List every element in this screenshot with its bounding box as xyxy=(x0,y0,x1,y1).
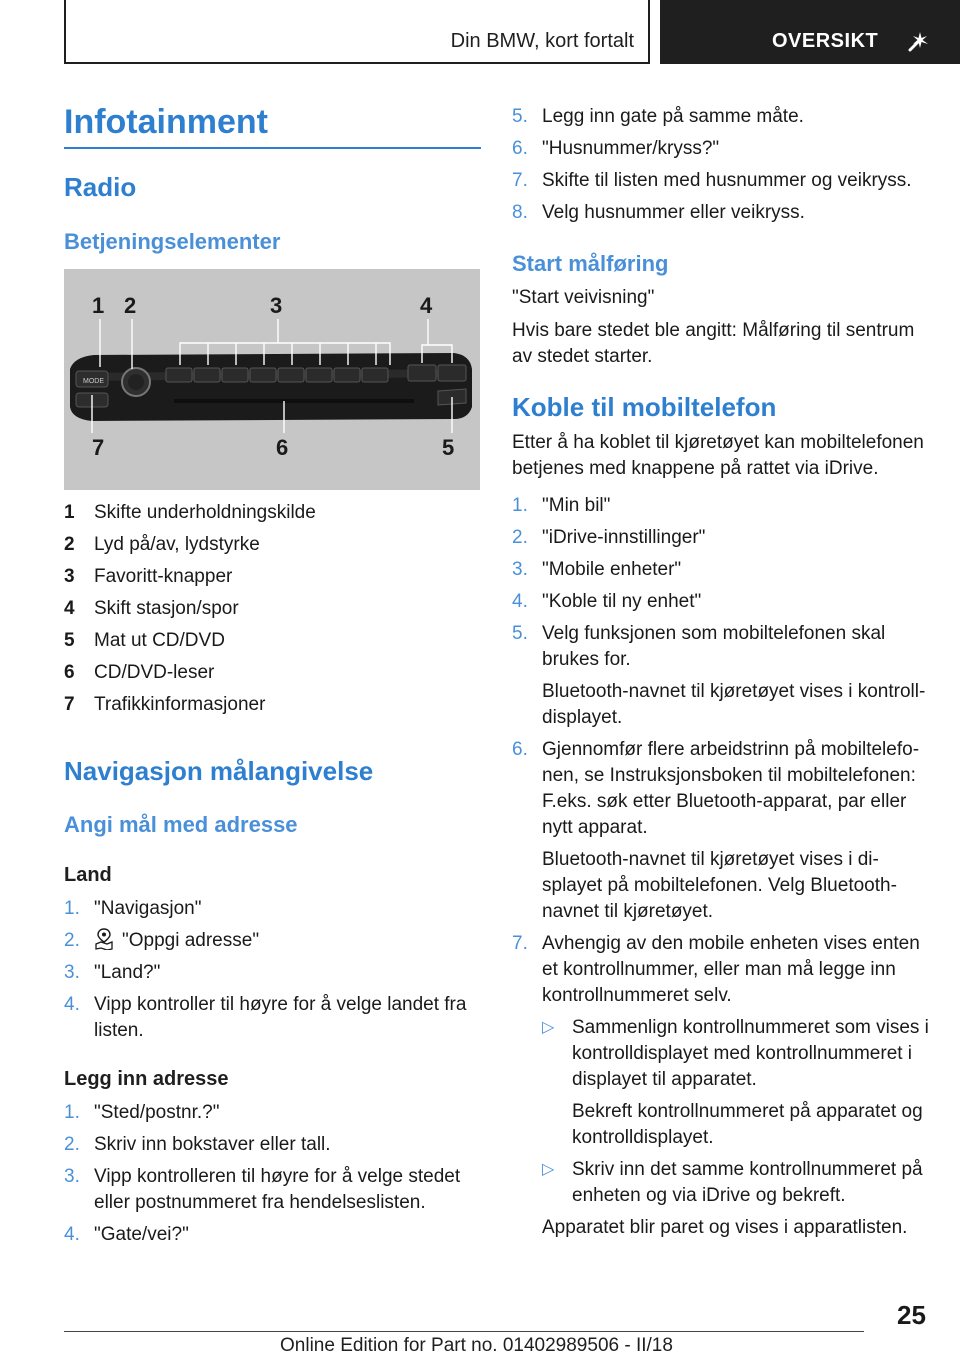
legend-text: Skifte underholdningskilde xyxy=(94,502,316,523)
legend-item xyxy=(64,598,480,630)
step-text: "Husnummer/kryss?" xyxy=(542,138,720,159)
radio-control-panel-image xyxy=(64,269,480,490)
legend-number: 3 xyxy=(64,566,75,587)
list-item xyxy=(512,557,932,583)
legend-text: Trafikkinformasjoner xyxy=(94,694,266,715)
legend-number: 1 xyxy=(64,502,75,523)
closing-note: Apparatet blir paret og vises i apparatlisten. xyxy=(542,1217,908,1238)
step-text: "Oppgi adresse" xyxy=(122,930,260,951)
step-text: Legg inn gate på samme måte. xyxy=(542,106,804,127)
legend-number: 5 xyxy=(64,630,75,651)
step-number: 4. xyxy=(64,1224,80,1245)
svg-text:MODE: MODE xyxy=(83,378,104,385)
overview-tab[interactable] xyxy=(660,0,960,64)
legend-item xyxy=(64,694,480,726)
triangle-bullet-icon: ▷ xyxy=(542,1161,555,1178)
step-number: 3. xyxy=(64,1166,80,1187)
sub-item xyxy=(542,1157,932,1209)
photo-label-5: 5 xyxy=(442,435,455,460)
title-rule xyxy=(64,147,481,149)
photo-label-7: 7 xyxy=(92,435,105,460)
step-text: "Koble til ny enhet" xyxy=(542,591,702,612)
step-text: "Min bil" xyxy=(542,495,611,516)
step-number: 1. xyxy=(64,1102,80,1123)
phone-steps xyxy=(512,493,932,1241)
list-item xyxy=(64,1100,484,1126)
photo-label-3: 3 xyxy=(270,293,283,318)
legend-item xyxy=(64,630,480,662)
step-text: "Sted/postnr.?" xyxy=(94,1102,220,1123)
step-note: Bluetooth-navnet til kjøretøyet vises i displayet på mobiltelefonen. Velg Bluetooth-navnet til kjøretøyet. xyxy=(542,849,897,922)
step-text: "Mobile enheter" xyxy=(542,559,682,580)
photo-label-4: 4 xyxy=(420,293,433,318)
photo-label-2: 2 xyxy=(124,293,137,318)
list-item xyxy=(512,136,928,162)
step-number: 6. xyxy=(512,138,528,159)
page-title: Infotainment xyxy=(64,103,268,141)
overview-tab-label: OVERSIKT xyxy=(772,30,879,52)
step-number: 5. xyxy=(512,623,528,644)
sub-note: Bekreft kontrollnummeret på apparatet og kontrolldisplayet. xyxy=(572,1101,923,1148)
navigation-heading: Navigasjon målangivelse xyxy=(64,756,374,786)
step-number: 3. xyxy=(512,559,528,580)
legend-number: 7 xyxy=(64,694,75,715)
step-number: 6. xyxy=(512,739,528,760)
list-item xyxy=(512,589,932,615)
list-item xyxy=(64,1164,484,1216)
footer-rule xyxy=(64,1331,864,1332)
legend-text: Lyd på/av, lydstyrke xyxy=(94,534,260,555)
step-text: Skriv inn bokstaver eller tall. xyxy=(94,1134,331,1155)
address-steps-continued xyxy=(512,104,928,232)
list-item xyxy=(64,960,484,986)
photo-label-1: 1 xyxy=(92,293,105,318)
step-number: 3. xyxy=(64,962,80,983)
list-item xyxy=(64,992,484,1044)
sub-text: Sammenlign kontrollnummeret som vises i kontrolldisplayet med kontrollnummeret i displayet til apparatet. xyxy=(572,1017,929,1090)
step-number: 2. xyxy=(64,930,80,951)
legend-number: 2 xyxy=(64,534,75,555)
step-number: 4. xyxy=(64,994,80,1015)
legend-text: CD/DVD-leser xyxy=(94,662,215,683)
list-item xyxy=(512,493,932,519)
step-text: "iDrive-innstillinger" xyxy=(542,527,706,548)
step-text: Skifte til listen med husnummer og veikryss. xyxy=(542,170,912,191)
step-number: 7. xyxy=(512,170,528,191)
start-command: "Start veivisning" xyxy=(512,287,655,308)
legend-item xyxy=(64,566,480,598)
header-title: Din BMW, kort fortalt xyxy=(450,30,634,52)
step-number: 2. xyxy=(64,1134,80,1155)
step-text: "Gate/vei?" xyxy=(94,1224,189,1245)
step-number: 1. xyxy=(512,495,528,516)
list-item xyxy=(64,896,484,922)
enter-address-heading: Legg inn adresse xyxy=(64,1068,229,1090)
step-text: "Navigasjon" xyxy=(94,898,202,919)
page-number: 25 xyxy=(897,1300,926,1330)
address-heading: Angi mål med adresse xyxy=(64,812,298,837)
list-item xyxy=(64,928,484,954)
step-text: Velg husnummer eller veikryss. xyxy=(542,202,805,223)
list-item xyxy=(512,931,932,1009)
sub-text: Skriv inn det samme kontrollnummeret på enheten og via iDrive og bekreft. xyxy=(572,1159,923,1206)
phone-heading: Koble til mobiltelefon xyxy=(512,392,777,422)
step-text: Vipp kontroller til høyre for å velge landet fra listen. xyxy=(94,994,467,1041)
step-text: "Land?" xyxy=(94,962,161,983)
navigation-map-icon xyxy=(94,928,114,950)
land-heading: Land xyxy=(64,864,112,886)
land-steps xyxy=(64,896,484,1050)
step-text: Vipp kontrolleren til høyre for å velge stedet eller postnummeret fra hendelseslisten. xyxy=(94,1166,461,1213)
star-burst-icon xyxy=(906,28,932,54)
step-number: 7. xyxy=(512,933,528,954)
list-item xyxy=(64,1132,484,1158)
step-number: 5. xyxy=(512,106,528,127)
header-box xyxy=(64,0,650,64)
start-guidance-heading: Start målføring xyxy=(512,251,669,276)
control-legend xyxy=(64,502,480,726)
legend-number: 6 xyxy=(64,662,75,683)
step-note: Bluetooth-navnet til kjøretøyet vises i kontrolldisplayet. xyxy=(542,681,926,728)
list-item xyxy=(512,168,928,194)
radio-panel-illustration xyxy=(64,269,480,490)
list-item xyxy=(64,1222,484,1248)
triangle-bullet-icon: ▷ xyxy=(542,1019,555,1036)
sub-steps xyxy=(512,1015,932,1209)
address-steps xyxy=(64,1100,484,1254)
start-description: Hvis bare stedet ble angitt: Målføring til sentrum av stedet starter. xyxy=(512,320,915,367)
step-text: Avhengig av den mobile enheten vises enten et kontrollnummer, eller man må legge inn kontrollnummeret selv. xyxy=(542,933,920,1006)
footer-edition: Online Edition for Part no. 01402989506 - II/18 xyxy=(280,1335,673,1356)
step-text: Gjennomfør flere arbeidstrinn på mobiltelefonen, se Instruksjonsboken til mobiltelefonen: F.eks. søk etter Bluetooth-apparat, par eller nytt apparat. xyxy=(542,739,920,838)
legend-text: Favoritt-knapper xyxy=(94,566,233,587)
controls-heading: Betjeningselementer xyxy=(64,229,281,254)
step-number: 2. xyxy=(512,527,528,548)
list-item xyxy=(512,737,932,841)
step-number: 1. xyxy=(64,898,80,919)
list-item xyxy=(512,621,932,673)
photo-label-6: 6 xyxy=(276,435,289,460)
list-item xyxy=(512,525,932,551)
legend-item xyxy=(64,502,480,534)
phone-intro: Etter å ha koblet til kjøretøyet kan mobiltelefonen betjenes med knappene på rattet via iDrive. xyxy=(512,432,924,479)
legend-item xyxy=(64,662,480,694)
list-item xyxy=(512,200,928,226)
sub-item xyxy=(542,1015,932,1093)
radio-heading: Radio xyxy=(64,172,137,202)
step-number: 4. xyxy=(512,591,528,612)
legend-text: Skift stasjon/spor xyxy=(94,598,239,619)
list-item xyxy=(512,104,928,130)
step-number: 8. xyxy=(512,202,528,223)
step-text: Velg funksjonen som mobiltelefonen skal brukes for. xyxy=(542,623,886,670)
legend-text: Mat ut CD/DVD xyxy=(94,630,225,651)
legend-item xyxy=(64,534,480,566)
legend-number: 4 xyxy=(64,598,75,619)
